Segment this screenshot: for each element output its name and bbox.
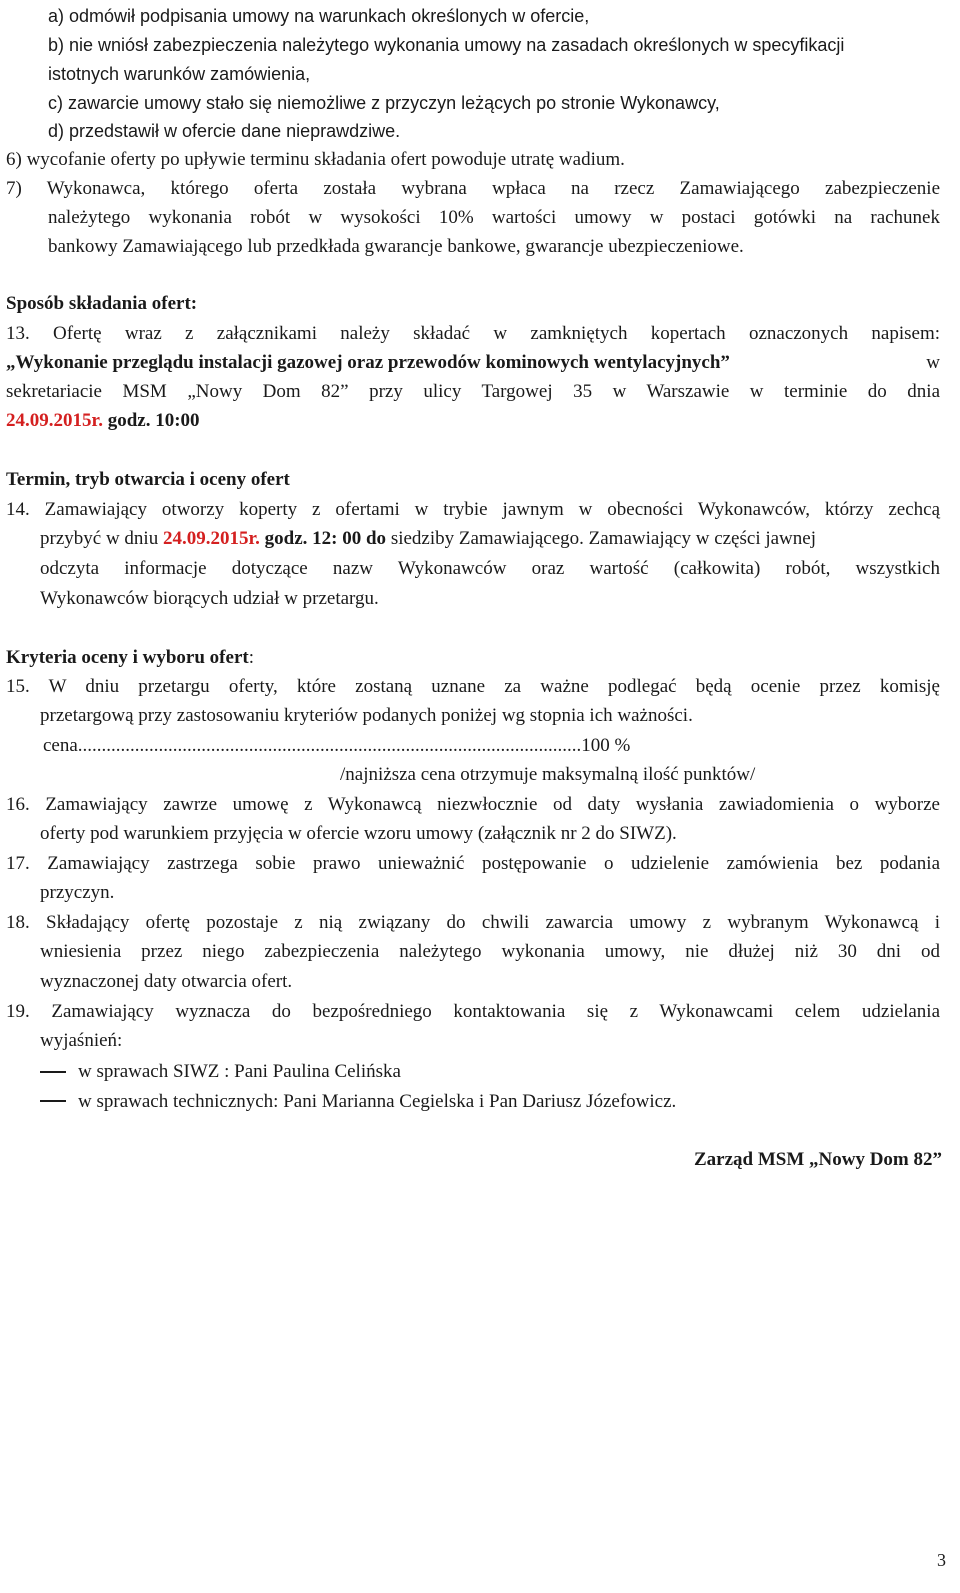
p17-line-2: przyczyn.: [40, 882, 115, 903]
list-item-c: c) zawarcie umowy stało się niemożliwe z przyczyn leżących po stronie Wykonawcy,: [48, 93, 720, 113]
dash-bullet-icon: [40, 1071, 66, 1073]
kryteria-heading-colon: :: [248, 647, 254, 668]
p13-line-2: [6, 349, 940, 377]
p16-line-2: oferty pod warunkiem przyjęcia w ofercie wzoru umowy (załącznik nr 2 do SIWZ).: [40, 823, 677, 844]
page-number: 3: [937, 1550, 946, 1570]
p14-line-2: [40, 525, 816, 553]
p13-date: 24.09.2015r.: [6, 410, 103, 431]
p19-line-1: 19. Zamawiający wyznacza do bezpośredniego kontaktowania się z Wykonawcami celem udzielania: [6, 1001, 940, 1022]
list-item-b-cont: istotnych warunków zamówienia,: [48, 64, 311, 84]
item-7-line-3: bankowy Zamawiającego lub przedkłada gwarancje bankowe, gwarancje ubezpieczeniowe.: [48, 236, 744, 257]
p17-line-1: 17. Zamawiający zastrzega sobie prawo unieważnić postępowanie o udzielenie zamówienia bez podania: [6, 853, 940, 874]
list-item-a: a) odmówił podpisania umowy na warunkach określonych w ofercie,: [48, 6, 590, 26]
p18-line-1: 18. Składający ofertę pozostaje z nią związany do chwili zawarcia umowy z wybranym Wykonawcą i: [6, 912, 940, 933]
section-heading-kryteria: [6, 644, 254, 672]
p14-line-3: odczyta informacje dotyczące nazw Wykonawców oraz wartość (całkowita) robót, wszystkich: [40, 558, 940, 579]
p18-line-3: wyznaczonej daty otwarcia ofert.: [40, 971, 293, 992]
item-7-line-2: należytego wykonania robót w wysokości 10% wartości umowy w postaci gotówki na rachunek: [48, 207, 940, 228]
item-6: 6) wycofanie oferty po upływie terminu składania ofert powoduje utratę wadium.: [6, 149, 625, 170]
p14-rest: siedziby Zamawiającego. Zamawiający w części jawnej: [386, 528, 816, 549]
contact-technical: w sprawach technicznych: Pani Marianna Cegielska i Pan Dariusz Józefowicz.: [78, 1091, 677, 1112]
criterion-price-note: /najniższa cena otrzymuje maksymalną ilość punktów/: [340, 764, 756, 785]
criterion-price: cena..........................................................................................................100 %: [43, 735, 631, 756]
p14-line-1: 14. Zamawiający otworzy koperty z ofertami w trybie jawnym w obecności Wykonawców, którzy zechcą: [6, 499, 940, 520]
dash-bullet-icon: [40, 1100, 66, 1102]
p14-time: godz. 12: 00 do: [259, 528, 387, 549]
p13-line-1: 13. Ofertę wraz z załącznikami należy składać w zamkniętych kopertach oznaczonych napisem:: [6, 323, 940, 344]
contact-siwz: w sprawach SIWZ : Pani Paulina Celińska: [78, 1061, 401, 1082]
p13-tail: w: [926, 352, 940, 373]
p13-line-3: sekretariacie MSM „Nowy Dom 82” przy ulicy Targowej 35 w Warszawie w terminie do dnia: [6, 381, 940, 402]
p15-line-1: 15. W dniu przetargu oferty, które zostaną uznane za ważne podlegać będą ocenie przez komisję: [6, 676, 940, 697]
p18-line-2: wniesienia przez niego zabezpieczenia należytego wykonania umowy, nie dłużej niż 30 dni od: [40, 941, 940, 962]
section-heading-termin: Termin, tryb otwarcia i oceny ofert: [6, 469, 290, 490]
list-item-d: d) przedstawił w ofercie dane nieprawdziwe.: [48, 121, 401, 141]
kryteria-heading-text: Kryteria oceny i wyboru ofert: [6, 647, 249, 668]
p16-line-1: 16. Zamawiający zawrze umowę z Wykonawcą niezwłocznie od daty wysłania zawiadomienia o wyborze: [6, 794, 940, 815]
p14-line-4: Wykonawców biorących udział w przetargu.: [40, 588, 379, 609]
p14-date: 24.09.2015r.: [162, 528, 260, 549]
list-item-b: b) nie wniósł zabezpieczenia należytego wykonania umowy na zasadach określonych w specyfikacji: [48, 35, 845, 55]
p14-text-a: przybyć w dniu: [40, 528, 163, 549]
item-7-line-1: 7) Wykonawca, którego oferta została wybrana wpłaca na rzecz Zamawiającego zabezpieczenie: [6, 178, 940, 199]
p19-line-2: wyjaśnień:: [40, 1030, 123, 1051]
section-heading-sposob: Sposób składania ofert:: [6, 293, 198, 314]
p13-time: godz. 10:00: [102, 410, 200, 431]
p13-title: „Wykonanie przeglądu instalacji gazowej oraz przewodów kominowych wentylacyjnych”: [6, 352, 730, 373]
signature: Zarząd MSM „Nowy Dom 82”: [693, 1149, 942, 1170]
p15-line-2: przetargową przy zastosowaniu kryteriów podanych poniżej wg stopnia ich ważności.: [40, 705, 693, 726]
p13-line-4: [6, 407, 200, 435]
